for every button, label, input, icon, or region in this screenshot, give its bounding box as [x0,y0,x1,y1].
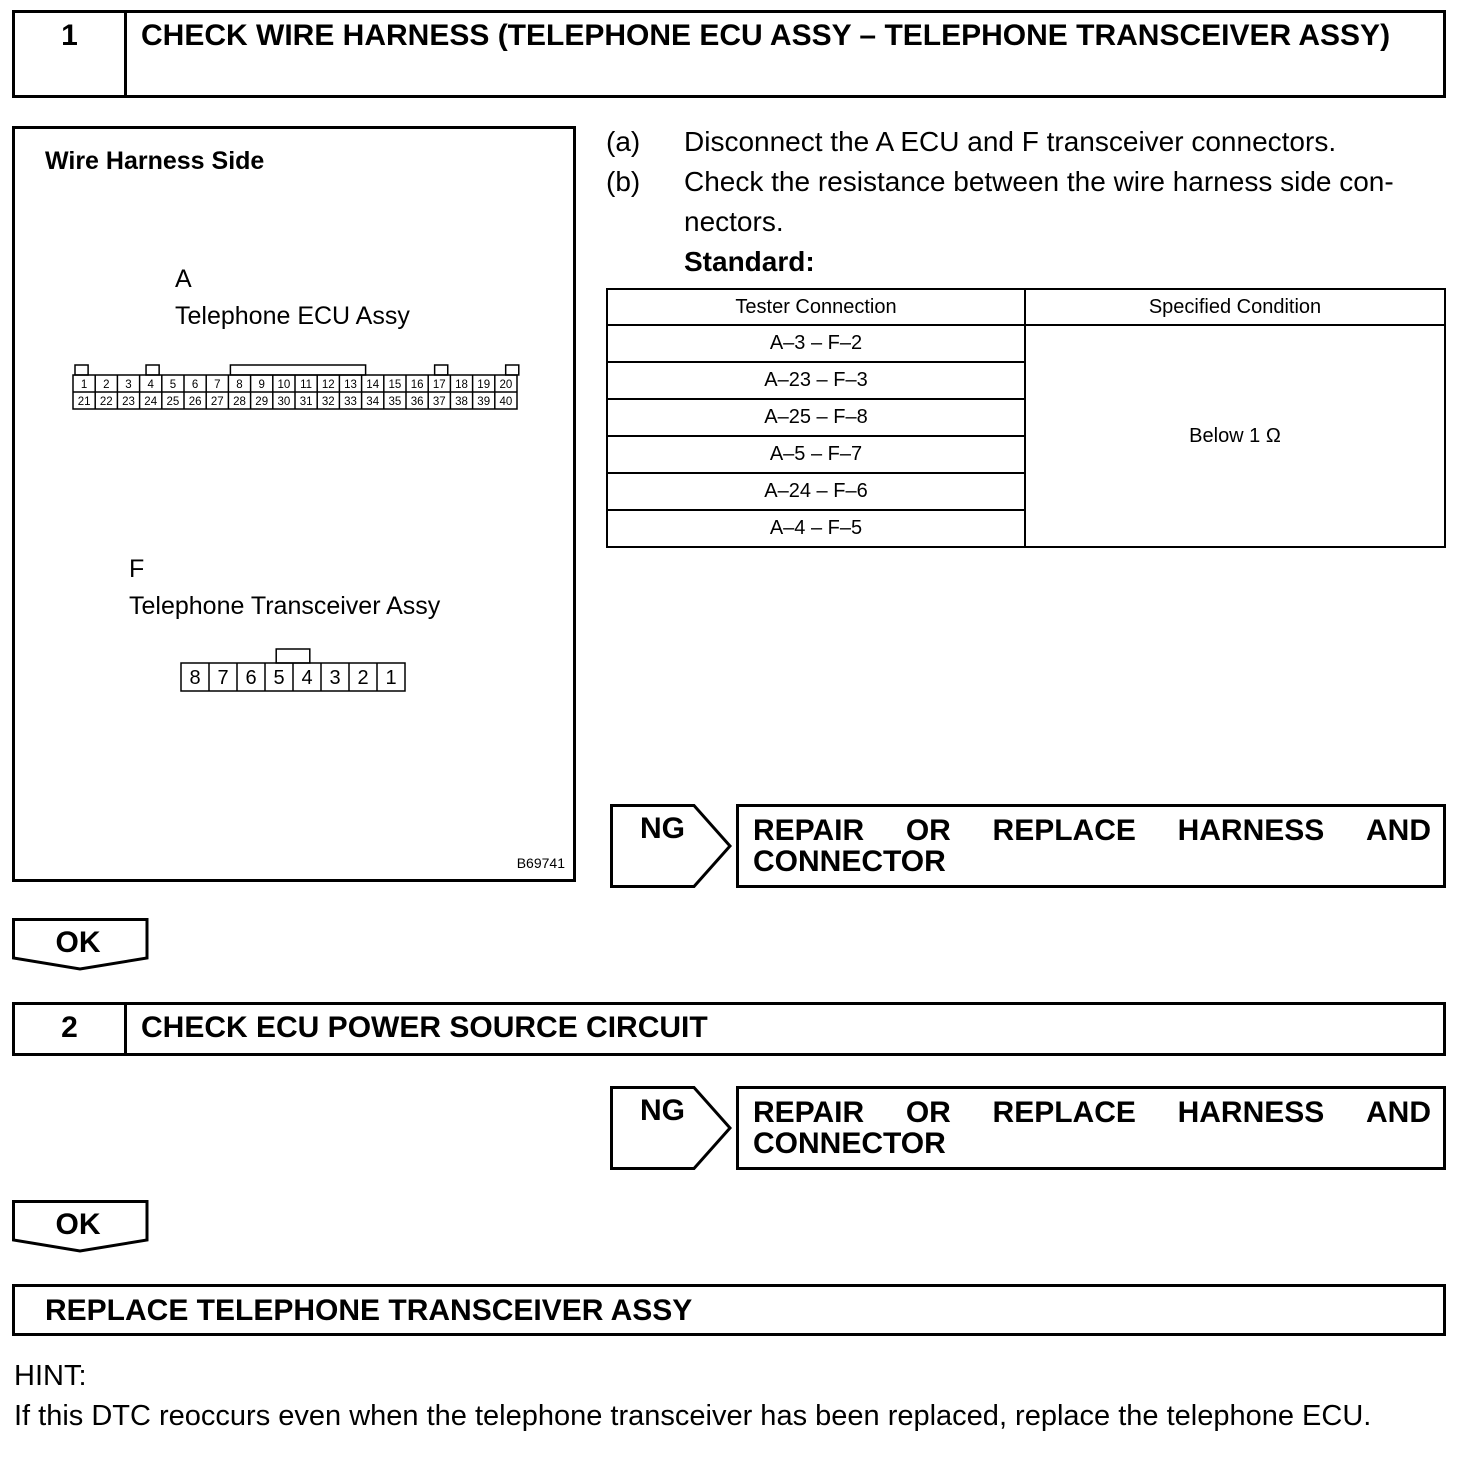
ng-label: NG [640,1094,685,1127]
pin-label: 22 [99,396,113,408]
pin-label: 40 [499,396,513,408]
result-word: REPAIR [753,1096,865,1129]
result-word: OR [905,814,951,847]
pin-label: 1 [385,667,397,689]
ng-result-1 [610,804,1446,888]
connector-a-name: Telephone ECU Assy [175,302,410,330]
connector-a-diagram [71,363,531,433]
pin-label: 30 [277,396,291,408]
pin-label: 5 [273,667,285,689]
step-2-header [12,1002,1446,1056]
pin-label: 4 [147,379,154,391]
step-1-header [12,10,1446,98]
pin-label: 21 [77,396,91,408]
result-word: OR [905,1096,951,1129]
connector-tab [435,365,448,375]
pin-label: 10 [277,379,291,391]
pin-label: 16 [410,379,424,391]
result-word: HARNESS [1177,814,1325,847]
connector-tab [146,365,159,375]
tester-connection-cell: A–23 – F–3 [607,362,1025,399]
standard-label: Standard: [684,246,815,277]
connector-f-diagram [179,647,419,697]
tester-connection-cell: A–5 – F–7 [607,436,1025,473]
pin-label: 25 [166,396,180,408]
result-word: REPLACE [992,1096,1136,1129]
pin-label: 6 [191,379,199,391]
ok-arrow-2 [12,1200,150,1254]
pin-label: 3 [329,667,341,689]
pin-label: 29 [255,396,269,408]
pin-label: 8 [236,379,243,391]
pin-label: 32 [321,396,335,408]
ng-result-2 [610,1086,1446,1170]
pin-label: 20 [499,379,513,391]
pin-label: 9 [258,379,265,391]
pin-label: 2 [103,379,110,391]
pin-label: 4 [301,667,313,689]
pin-label: 17 [432,379,446,391]
connector-f-letter: F [129,555,145,583]
instruction-label: (b) [606,166,641,197]
tester-connection-cell: A–24 – F–6 [607,473,1025,510]
table-header: Tester Connection [607,289,1025,325]
figure-code: B69741 [516,855,565,871]
tester-connection-cell: A–3 – F–2 [607,325,1025,362]
step-number: 2 [15,1005,127,1053]
ok-arrow-1 [12,918,150,972]
figure-title: Wire Harness Side [45,147,265,175]
pin-label: 27 [210,396,224,408]
instruction-label: (a) [606,126,641,157]
connector-tab [506,365,519,375]
step-title: CHECK ECU POWER SOURCE CIRCUIT [141,1011,708,1044]
tester-connection-cell: A–4 – F–5 [607,510,1025,547]
pin-label: 15 [388,379,402,391]
instruction-text: Check the resistance between the wire harness side con-nectors. [684,166,1394,237]
pin-label: 28 [233,396,246,408]
result-line-2: CONNECTOR [753,845,946,878]
spec-table [606,288,1446,548]
pin-label: 33 [344,396,357,408]
pin-label: 24 [144,396,158,408]
result-word: AND [1366,1096,1431,1129]
connector-tab [75,365,88,375]
instruction-a [606,122,1456,162]
pin-label: 18 [455,379,468,391]
pin-label: 37 [432,396,446,408]
result-word: AND [1366,814,1431,847]
pin-label: 39 [477,396,491,408]
connector-f-name: Telephone Transceiver Assy [129,592,441,620]
pin-label: 23 [122,396,135,408]
instruction-text: Disconnect the A ECU and F transceiver connectors. [684,126,1337,157]
pin-label: 13 [344,379,357,391]
result-word: REPLACE [992,814,1136,847]
specified-condition-cell: Below 1 Ω [1025,325,1445,547]
pin-label: 34 [366,396,380,408]
pin-label: 1 [80,379,88,391]
hint-label: HINT: [14,1360,87,1392]
pin-label: 14 [366,379,380,391]
connector-tab [276,649,310,663]
pin-label: 3 [125,379,132,391]
result-word: HARNESS [1177,1096,1325,1129]
table-header: Specified Condition [1025,289,1445,325]
pin-label: 35 [388,396,402,408]
pin-label: 12 [321,379,335,391]
pin-label: 26 [188,396,202,408]
step-number: 1 [15,13,127,95]
pin-label: 2 [357,667,369,689]
pin-label: 38 [455,396,468,408]
pin-label: 11 [300,379,313,391]
tester-connection-cell: A–25 – F–8 [607,399,1025,436]
final-action-box: REPLACE TELEPHONE TRANSCEIVER ASSY [12,1284,1446,1336]
pin-label: 19 [477,379,491,391]
pin-label: 6 [245,667,257,689]
pin-label: 7 [217,667,229,689]
ok-label: OK [55,926,101,959]
hint-text: If this DTC reoccurs even when the telephone transceiver has been replaced, replace the telephone ECU. [14,1400,1372,1432]
result-line-2: CONNECTOR [753,1127,946,1160]
repair-box [736,804,1446,888]
step-title: CHECK WIRE HARNESS (TELEPHONE ECU ASSY – TELEPHONE TRANSCEIVER ASSY) [141,19,1391,52]
wire-harness-figure [12,126,576,882]
instruction-b [606,162,1456,242]
connector-a-letter: A [175,265,192,293]
pin-label: 7 [214,379,221,391]
ng-label: NG [640,812,685,845]
pin-label: 8 [189,667,201,689]
result-word: REPAIR [753,814,865,847]
pin-label: 5 [169,379,177,391]
repair-box [736,1086,1446,1170]
connector-tab [230,365,365,375]
pin-label: 36 [410,396,424,408]
pin-label: 31 [299,396,313,408]
ok-label: OK [55,1208,101,1241]
